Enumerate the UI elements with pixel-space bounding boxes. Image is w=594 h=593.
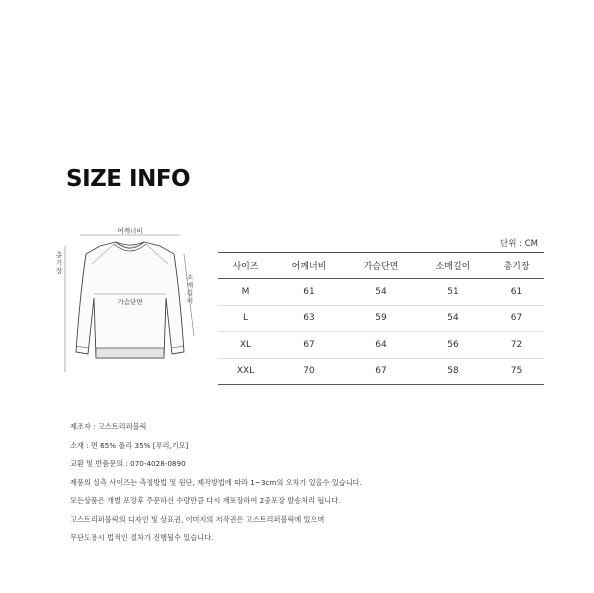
table-cell: XL <box>218 332 273 359</box>
table-cell: XXL <box>218 358 273 385</box>
table-cell: 56 <box>417 332 489 359</box>
copyright-note: 고스트리퍼블릭의 디자인 및 상표권, 이미지의 저작권은 고스트리퍼블릭에 있으며 <box>70 514 325 524</box>
table-cell: L <box>218 305 273 332</box>
header-size: 사이즈 <box>218 253 273 279</box>
table-cell: 67 <box>273 332 345 359</box>
table-row <box>218 332 544 359</box>
packaging-note: 모든상품은 개별 포장후 주문하신 수량만큼 다시 재포장하여 2중포장 발송처리 됩니다. <box>70 496 341 505</box>
table-cell: 58 <box>417 358 489 385</box>
product-info <box>70 418 362 548</box>
shoulder-label: 어깨너비 <box>117 227 143 235</box>
page-title: SIZE INFO <box>66 166 191 192</box>
sweatshirt-diagram <box>52 224 210 374</box>
length-label-3: 장 <box>55 267 63 275</box>
material-line: 소재 : 면 65% 폴리 35% [푸리,기모] <box>70 440 189 450</box>
table-cell: 54 <box>417 305 489 332</box>
table-header-row <box>218 253 544 279</box>
table-cell: 67 <box>489 305 544 332</box>
header-chest: 가슴단면 <box>345 253 417 279</box>
length-label-1: 총 <box>55 251 63 259</box>
table-cell: M <box>218 279 273 306</box>
sleeve-label-4: 이 <box>186 297 194 305</box>
table-cell: 61 <box>273 279 345 306</box>
unit-label: 단위 : CM <box>500 239 538 249</box>
table-cell: 64 <box>345 332 417 359</box>
length-label-2: 기 <box>55 259 63 267</box>
table-row <box>218 358 544 385</box>
size-table <box>218 252 544 385</box>
table-row <box>218 305 544 332</box>
measurement-note: 제품의 실측 사이즈는 측정방법 및 원단, 제작방법에 따라 1~3cm의 오차가 있을수 있습니다. <box>70 477 362 487</box>
table-cell: 75 <box>489 358 544 385</box>
table-cell: 72 <box>489 332 544 359</box>
table-cell: 51 <box>417 279 489 306</box>
contact-line: 교환 및 반품문의 : 070-4028-0890 <box>70 459 186 468</box>
table-cell: 59 <box>345 305 417 332</box>
manufacturer-line: 제조자 : 고스트리퍼블릭 <box>70 422 147 431</box>
table-cell: 61 <box>489 279 544 306</box>
legal-note: 무단도용시 법적인 절차가 진행될수 있습니다. <box>70 533 214 542</box>
table-row <box>218 279 544 306</box>
table-cell: 63 <box>273 305 345 332</box>
sleeve-label-3: 길 <box>186 289 194 297</box>
sleeve-label-2: 매 <box>186 281 194 289</box>
header-sleeve: 소매길이 <box>417 253 489 279</box>
sleeve-label-1: 소 <box>186 273 194 281</box>
header-length: 총기장 <box>489 253 544 279</box>
table-cell: 54 <box>345 279 417 306</box>
header-shoulder: 어깨너비 <box>273 253 345 279</box>
chest-label: 가슴단면 <box>117 298 143 306</box>
table-cell: 70 <box>273 358 345 385</box>
table-cell: 67 <box>345 358 417 385</box>
